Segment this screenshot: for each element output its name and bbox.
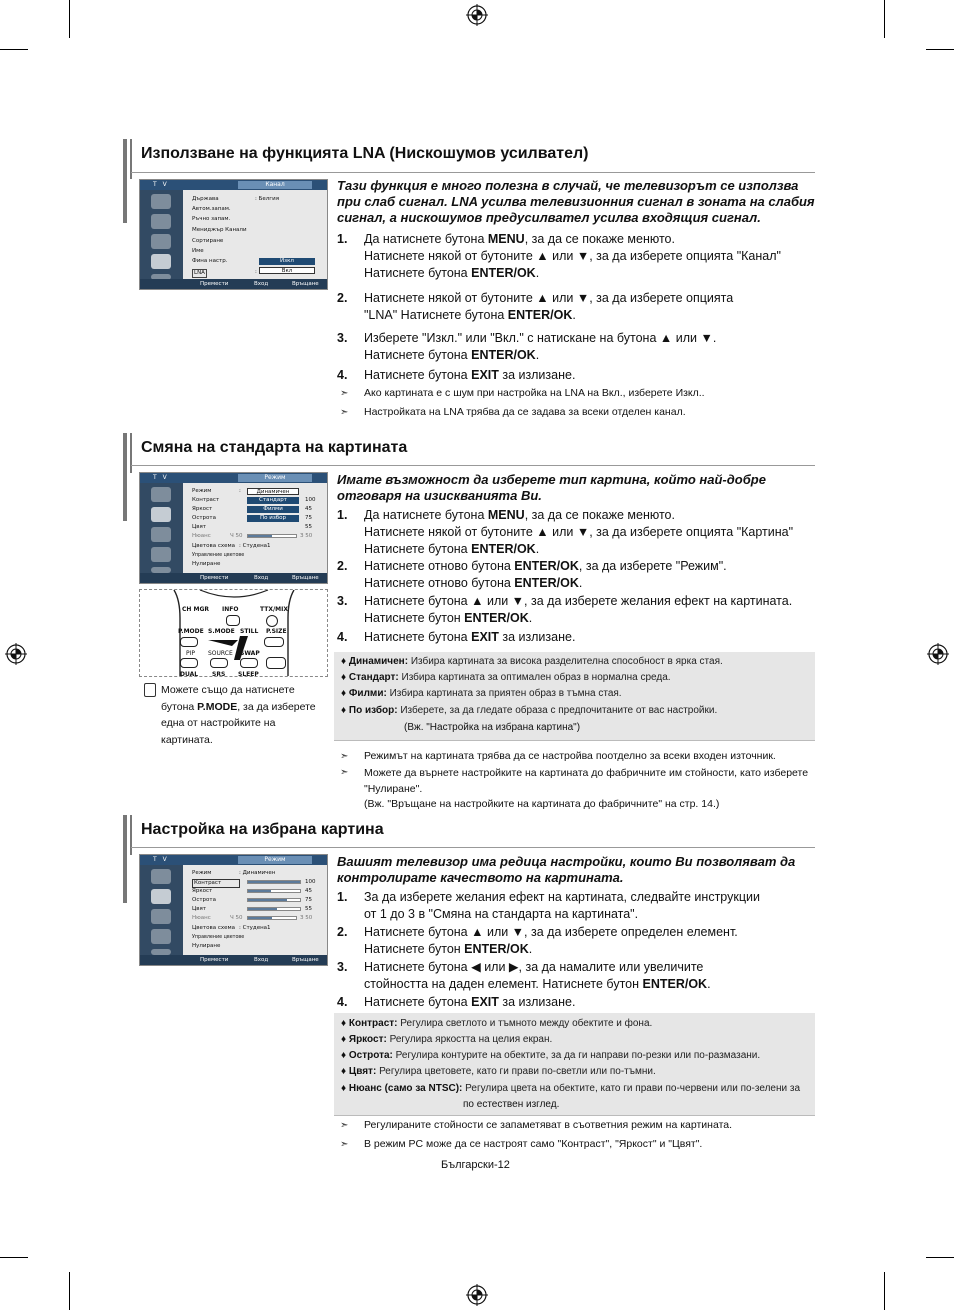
note (340, 765, 815, 797)
input-icon (151, 194, 171, 209)
channel-icon (151, 254, 171, 269)
tv-footer-enter: Вход (254, 957, 269, 963)
step-number: 3. (337, 960, 348, 974)
tint-bar (247, 916, 297, 920)
tv-row-selected: Контраст (192, 879, 240, 888)
info-box (334, 1013, 815, 1116)
tv-row: Нюанс (192, 915, 211, 921)
tv-row: Управление цветове (192, 553, 245, 558)
tv-option: Стандарт (247, 497, 299, 504)
tv-row: Фина настр. (192, 258, 228, 264)
ttx-button[interactable] (266, 615, 278, 627)
info-desc: Избира картината за оптимален образ в нормална среда. (401, 672, 671, 683)
tv-menu-title: Режим (238, 474, 312, 482)
step-number: 4. (337, 995, 348, 1009)
info-label: Стандарт: (348, 672, 399, 683)
step-number: 1. (337, 232, 348, 246)
tv-value: 75 (305, 897, 312, 903)
tv-row: Автом.запам. (192, 206, 231, 212)
p-mode-button[interactable] (180, 637, 198, 647)
sound-icon (151, 909, 171, 924)
crop-mark (926, 1257, 954, 1258)
info-item: ♦ По избор: Изберете, за да гледате образа с предпочитаните от вас настройки. (341, 705, 718, 716)
section-title: Смяна на стандарта на картината (141, 439, 408, 456)
note-text: Регулираните стойности се запаметяват в съответния режим на картината. (364, 1119, 733, 1131)
tv-option: Изкл (259, 258, 315, 265)
step (337, 959, 815, 994)
tv-option: Филми (247, 506, 299, 513)
tv-row: Режим (192, 870, 212, 876)
tv-row: Ръчно запам. (192, 216, 231, 222)
step-number: 3. (337, 331, 348, 345)
step-number: 1. (337, 508, 348, 522)
tv-value: 55 (305, 906, 312, 912)
tv-label: T V (153, 856, 169, 863)
step-text: Натиснете бутона EXIT за излизане. (364, 995, 576, 1009)
info-desc: Регулира контурите на обектите, за да ги направи по-резки или по-размазани. (395, 1050, 761, 1061)
info-desc: Регулира светлото и тъмното между обектите и фона. (400, 1018, 653, 1029)
step-text: Натиснете бутона ▲ или ▼, за да изберете желания ефект на картината. Натиснете бутон ENTER/OK. (364, 594, 793, 625)
brightness-bar (247, 889, 301, 893)
section-rule (131, 465, 815, 466)
remote-label: SRS (212, 671, 226, 677)
tv-row: Нулиране (192, 561, 221, 567)
tv-value: 45 (305, 888, 312, 894)
tv-option: По избор (247, 515, 299, 522)
note-text: Можете да върнете настройките на картината до фабричните им стойности, като изберете "Нулиране". (364, 767, 809, 795)
tv-row: Мениджър Канали (192, 227, 247, 233)
crop-mark (0, 49, 28, 50)
crop-mark (69, 0, 70, 38)
step (337, 231, 815, 283)
intro-text: Имате възможност да изберете тип картина, който най-добре отговаря на изискванията Ви. (337, 472, 766, 503)
tv-value: 100 (305, 879, 316, 885)
section-bar (123, 433, 127, 521)
sound-icon (151, 527, 171, 542)
tv-tint-left: Ч 50 (230, 533, 243, 539)
remote-label: SWAP (240, 650, 260, 657)
section-bar (130, 433, 132, 473)
info-desc: Избира картината за висока разделителна способност в ярка стая. (410, 656, 723, 667)
info-item: ♦ Филми: Избира картината за приятен образ в тъмна стая. (341, 688, 622, 699)
tv-value: 75 (305, 515, 312, 521)
info-label: Цвят: (348, 1066, 377, 1077)
remote-label: CH MGR (182, 606, 210, 613)
tint-bar (247, 534, 297, 538)
note-arrow-icon: ➣ (340, 407, 349, 418)
step-number: 4. (337, 368, 348, 382)
note-arrow-icon: ➣ (340, 1139, 349, 1150)
step (337, 924, 815, 959)
color-bar (247, 907, 301, 911)
tv-option-selected: Динамичен (247, 488, 299, 495)
remote-label: SOURCE (208, 650, 233, 657)
note-arrow-icon: ➣ (340, 767, 349, 778)
step (337, 507, 815, 559)
info-item: ♦ Цвят: Регулира цветовете, като ги прави по-светли или по-тъмни. (341, 1066, 656, 1077)
registration-mark-icon (466, 1284, 488, 1306)
tv-footer-move: Премести (200, 575, 229, 581)
tv-option-selected: Вкл (259, 267, 315, 274)
note (340, 749, 815, 765)
note-text: Режимът на картината трябва да се настройва поотделно за всеки входен източник. (364, 750, 776, 762)
tv-value: : Белгия (255, 196, 280, 202)
picture-icon (151, 507, 171, 522)
step-text: Натиснете някой от бутоните ▲ или ▼, за да изберете опцията "LNA" Натиснете бутона ENTER/OK. (364, 291, 734, 322)
tv-row: Яркост (192, 506, 213, 512)
remote-label: P.MODE (178, 628, 204, 635)
remote-label: P.SIZE (266, 628, 287, 635)
picture-icon (151, 214, 171, 229)
crop-mark (926, 49, 954, 50)
step-text: Натиснете бутона EXIT за излизане. (364, 630, 576, 644)
contrast-bar (247, 880, 301, 884)
tv-footer-move: Премести (200, 281, 229, 287)
info-label: Контраст: (348, 1018, 398, 1029)
step (337, 558, 815, 593)
step (337, 367, 815, 384)
remote-label: INFO (222, 606, 239, 613)
section-title: Настройка на избрана картина (141, 821, 384, 838)
remote-label: DUAL (180, 671, 199, 677)
tv-row: Държава (192, 196, 219, 202)
info-desc: Регулира цвета на обектите, като ги прави по-червени или по-зелени за (465, 1083, 801, 1094)
input-icon (151, 487, 171, 502)
tv-tint-right: З 50 (300, 533, 313, 539)
info-item: ♦ Динамичен: Избира картината за висока разделителна способност в ярка стая. (341, 656, 723, 667)
tv-footer-enter: Вход (254, 281, 269, 287)
tv-label: T V (153, 474, 169, 481)
section-rule (131, 172, 815, 173)
pip-button[interactable] (180, 658, 198, 668)
tv-row: Контраст (192, 497, 220, 503)
tv-row: Цвят (192, 524, 207, 530)
tv-footer-move: Премести (200, 957, 229, 963)
note (340, 797, 815, 813)
info-desc: Изберете, за да гледате образа с предпочитаните от вас настройки. (400, 705, 718, 716)
swap-button[interactable] (240, 658, 258, 668)
tv-tint-right: З 50 (300, 915, 313, 921)
tv-value: 55 (305, 524, 312, 530)
info-label: Яркост: (348, 1034, 387, 1045)
info-item: ♦ Нюанс (само за NTSC): Регулира цвета на обектите, като ги прави по-червени или по-зелени за (341, 1083, 801, 1094)
info-box (334, 652, 815, 741)
tv-menu-screenshot (139, 179, 328, 290)
note-arrow-icon: ➣ (340, 388, 349, 399)
tv-colon: : (239, 488, 241, 494)
crop-mark (0, 1257, 28, 1258)
tv-tint-left: Ч 50 (230, 915, 243, 921)
note-text: (Вж. "Връщане на настройките на картината до фабричните" на стр. 14.) (364, 798, 720, 810)
step (337, 889, 815, 924)
info-desc: Регулира цветовете, като ги прави по-светли или по-тъмни. (379, 1066, 656, 1077)
step (337, 629, 815, 646)
info-button[interactable] (226, 615, 240, 626)
info-item: ♦ Контраст: Регулира светлото и тъмното между обектите и фона. (341, 1018, 653, 1029)
crop-mark (884, 1272, 885, 1310)
section-bar (130, 139, 132, 179)
tv-footer-return: Връщане (292, 575, 319, 581)
step (337, 330, 815, 365)
sound-icon (151, 234, 171, 249)
tv-footer-return: Връщане (292, 957, 319, 963)
tv-value: 45 (305, 506, 312, 512)
tv-menu-screenshot (139, 854, 328, 966)
step (337, 994, 815, 1011)
section-title: Използване на функцията LNA (Нискошумов усилвател) (141, 145, 589, 162)
registration-mark-icon (5, 643, 27, 665)
step-number: 4. (337, 630, 348, 644)
registration-mark-icon (466, 4, 488, 26)
info-label: По избор: (348, 705, 398, 716)
note (340, 386, 815, 401)
step-number: 3. (337, 594, 348, 608)
tv-row: Управление цветове (192, 935, 245, 940)
remote-label: SLEEP (238, 671, 259, 677)
tv-row: Цветова схема (192, 925, 236, 931)
tv-row: Режим (192, 488, 212, 494)
info-label: Нюанс (само за NTSC): (348, 1083, 463, 1094)
registration-mark-icon (927, 643, 949, 665)
tv-row: Острота (192, 515, 216, 521)
input-icon (151, 869, 171, 884)
tv-colon: : (255, 269, 257, 275)
intro-text: Вашият телевизор има редица настройки, които Ви позволяват да контролирате качеството на картината. (337, 854, 796, 885)
info-item: ♦ Яркост: Регулира яркостта на целия екран. (341, 1034, 553, 1045)
info-desc: Избира картината за приятен образ в тъмна стая. (389, 688, 622, 699)
tv-value: : Динамичен (239, 870, 276, 876)
info-label: Острота: (348, 1050, 393, 1061)
step-number: 2. (337, 291, 348, 305)
p-size-button[interactable] (264, 637, 284, 647)
info-label: Динамичен: (348, 656, 409, 667)
step-text: Натиснете отново бутона ENTER/OK, за да изберете "Режим". Натиснете отново бутона ENTER/OK. (364, 559, 727, 590)
tv-menu-title: Канал (238, 181, 312, 189)
remote-label: S.MODE (208, 628, 235, 635)
step-text: Изберете "Изкл." или "Вкл." с натискане на бутона ▲ или ▼. Натиснете бутона ENTER/OK. (364, 331, 717, 362)
tv-row: Нулиране (192, 943, 221, 949)
tv-row-selected: LNA (194, 270, 205, 276)
note-arrow-icon: ➣ (340, 751, 349, 762)
step-text: За да изберете желания ефект на картината, следвайте инструкции от 1 до 3 в "Смяна на стандарта на картината". (364, 890, 760, 921)
note-text: Настройката на LNA трябва да се задава за всеки отделен канал. (364, 406, 686, 418)
step-number: 1. (337, 890, 348, 904)
info-item: ♦ Стандарт: Избира картината за оптимален образ в нормална среда. (341, 672, 671, 683)
tv-row: Цветова схема (192, 543, 236, 549)
section-rule (131, 847, 815, 848)
tv-row: Острота (192, 897, 216, 903)
info-desc: Регулира яркостта на целия екран. (389, 1034, 553, 1045)
info-extra: (Вж. "Настройка на избрана картина") (404, 722, 581, 733)
note (340, 1118, 815, 1134)
note-arrow-icon: ➣ (340, 1120, 349, 1131)
info-extra: по естествен изглед. (463, 1099, 560, 1110)
channel-icon (151, 547, 171, 562)
side-note: Можете също да натиснете бутона P.MODE, за да изберете една от настройките на картината. (161, 684, 316, 746)
tv-label: T V (153, 181, 169, 188)
tv-value: : Студена1 (239, 543, 271, 549)
remote-label: TTX/MIX (260, 606, 288, 613)
step-text: Натиснете бутона ◀ или ▶, за да намалите или увеличите стойността на даден елемент. Натиснете бутон ENTER/OK. (364, 960, 711, 991)
crop-mark (884, 0, 885, 38)
sharpness-bar (247, 898, 301, 902)
step (337, 290, 815, 325)
note (340, 405, 815, 420)
channel-icon (151, 929, 171, 944)
remote-label: STILL (240, 628, 259, 635)
source-button[interactable] (210, 658, 228, 668)
tv-row: Сортиране (192, 238, 224, 244)
intro-text: Тази функция е много полезна в случай, че телевизорът се използва при слаб сигнал. LNA усилва телевизионния сигнал в зоната на слабия сигнал, а нискошумов предусилвател усилва входящия сигнал. (337, 178, 815, 225)
remote-label: PIP (186, 650, 196, 657)
tv-row: Яркост (192, 888, 213, 894)
info-item: ♦ Острота: Регулира контурите на обектите, за да ги направи по-резки или по-размазани. (341, 1050, 761, 1061)
tv-menu-screenshot (139, 472, 328, 584)
step-text: Натиснете бутона EXIT за излизане. (364, 368, 576, 382)
tv-menu-title: Режим (238, 856, 312, 864)
tv-row: Име (192, 248, 204, 254)
step (337, 593, 815, 628)
tv-row: Цвят (192, 906, 207, 912)
info-label: Филми: (348, 688, 387, 699)
note (340, 1137, 815, 1153)
tv-footer-enter: Вход (254, 575, 269, 581)
tv-value: 100 (305, 497, 316, 503)
section-bar (123, 139, 127, 223)
tv-footer-return: Връщане (292, 281, 319, 287)
step-number: 2. (337, 925, 348, 939)
picture-icon (151, 889, 171, 904)
step-text: Да натиснете бутона MENU, за да се покаже менюто. Натиснете някой от бутоните ▲ или ▼, за да изберете опцията "Канал" Натиснете бутона ENTER/OK. (364, 232, 781, 280)
tv-value: : Студена1 (239, 925, 271, 931)
page-number: Български-12 (441, 1159, 510, 1171)
note-text: В режим PC може да се настроят само "Контраст", "Яркост" и "Цвят". (364, 1138, 703, 1150)
step-text: Натиснете бутона ▲ или ▼, за да изберете определен елемент. Натиснете бутон ENTER/OK. (364, 925, 738, 956)
up-button[interactable] (266, 657, 286, 669)
section-bar (130, 815, 132, 855)
remote-control-illustration (139, 589, 328, 677)
step-number: 2. (337, 559, 348, 573)
note-text: Ако картината е с шум при настройка на LNA на Вкл., изберете Изкл.. (364, 387, 705, 399)
hand-note-icon (144, 683, 156, 697)
crop-mark (69, 1272, 70, 1310)
tv-row: Нюанс (192, 533, 211, 539)
section-bar (123, 815, 127, 903)
step-text: Да натиснете бутона MENU, за да се покаже менюто. Натиснете някой от бутоните ▲ или ▼, за да изберете опцията "Картина" Натиснете бутона ENTER/OK. (364, 508, 794, 556)
